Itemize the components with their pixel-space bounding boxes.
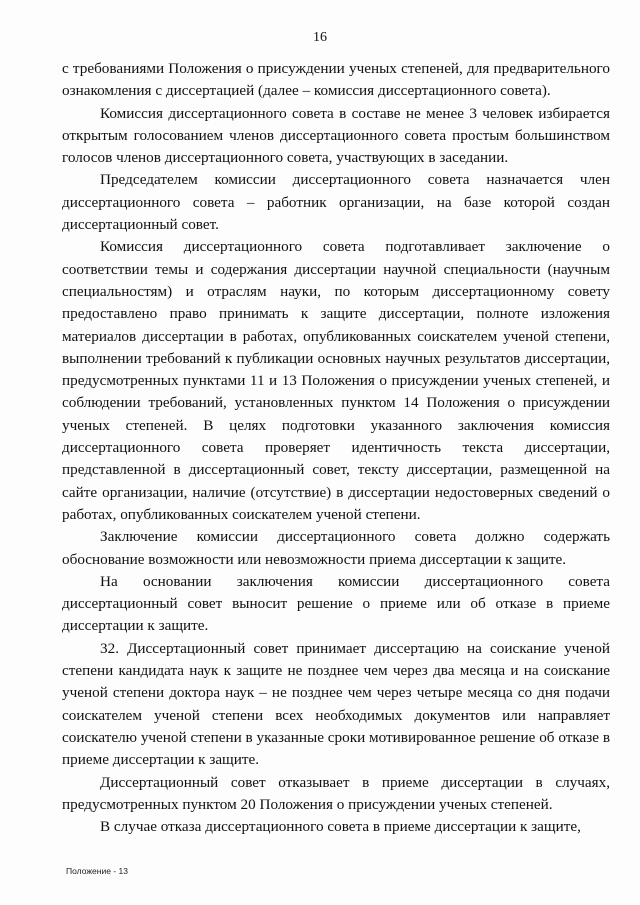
paragraph-conclusion-content: Заключение комиссии диссертационного совета должно содержать обоснование возможности или невозможности приема диссертации к защите. xyxy=(62,528,610,568)
document-body xyxy=(62,58,610,838)
paragraph-refusal-cases: Диссертационный совет отказывает в приеме диссертации в случаях, предусмотренных пунктом 20 Положения о присуждении ученых степеней. xyxy=(62,773,610,813)
paragraph-item-32: 32. Диссертационный совет принимает диссертацию на соискание ученой степени кандидата наук к защите не позднее чем через два месяца и на соискание ученой степени доктора наук – не позднее чем через четыре месяца со дня подачи соискателем ученой степени всех необходимых документов или направляет соискателю ученой степени в указанные сроки мотивированное решение об отказе в приеме диссертации к защите. xyxy=(62,639,610,769)
page-number: 16 xyxy=(313,30,327,45)
paragraph-refusal-start: В случае отказа диссертационного совета в приеме диссертации к защите, xyxy=(100,818,581,836)
paragraph-council-decision: На основании заключения комиссии диссертационного совета диссертационный совет выносит решение о приеме или об отказе в приеме диссертации к защите. xyxy=(62,572,610,635)
paragraph-commission-chair: Председателем комиссии диссертационного совета назначается член диссертационного совета – работник организации, на базе которой создан диссертационный совет. xyxy=(62,171,610,234)
paragraph-commission-conclusion: Комиссия диссертационного совета подготавливает заключение о соответствии темы и содержания диссертации научной специальности (научным специальностям) и отраслям науки, по которым диссертационному совету предоставлено право принимать к защите диссертации, полноте изложения материалов диссертации в работах, опубликованных соискателем ученой степени, выполнении требований к публикации основных научных результатов диссертации, предусмотренных пунктами 11 и 13 Положения о присуждении ученых степеней, и соблюдении требований, установленных пунктом 14 Положения о присуждении ученых степеней. В целях подготовки указанного заключения комиссия диссертационного совета проверяет идентичность текста диссертации, представленной в диссертационный совет, тексту диссертации, размещенной на сайте организации, наличие (отсутствие) в диссертации недостоверных сведений о работах, опубликованных соискателем ученой степени. xyxy=(62,238,610,523)
page-footer: Положение - 13 xyxy=(66,866,128,876)
paragraph-commission-composition: Комиссия диссертационного совета в составе не менее 3 человек избирается открытым голосованием членов диссертационного совета простым большинством голосов членов диссертационного совета, участвующих в заседании. xyxy=(62,104,610,167)
paragraph-continuation: с требованиями Положения о присуждении ученых степеней, для предварительного ознакомления с диссертацией (далее – комиссия диссертационного совета). xyxy=(62,60,610,100)
